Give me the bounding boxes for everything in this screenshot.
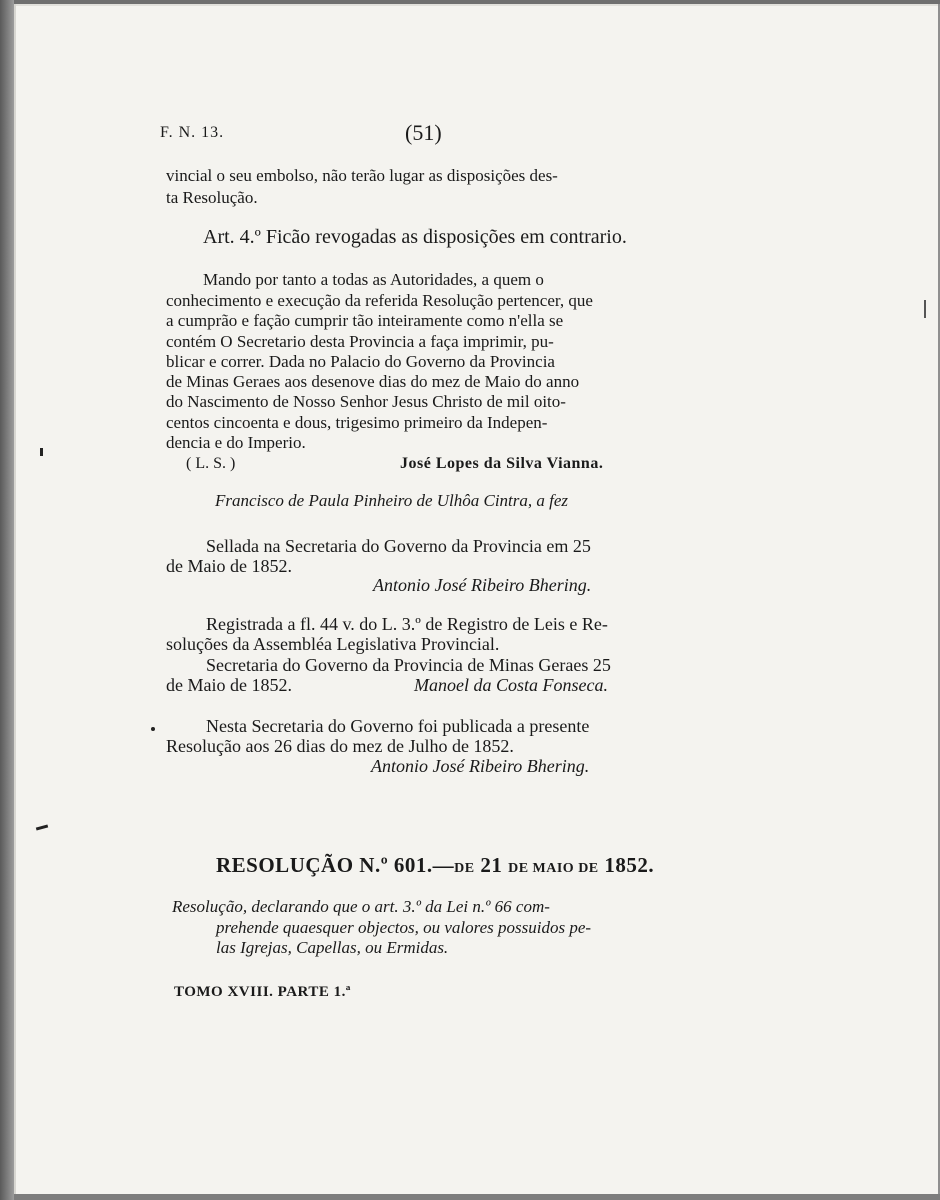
text-line: vincial o seu embolso, não terão lugar as disposições des-	[166, 166, 558, 185]
governor-signature: José Lopes da Silva Vianna.	[400, 455, 604, 472]
page-number: (51)	[405, 120, 442, 145]
heading-de: DE	[454, 861, 475, 876]
text-line: contém O Secretario desta Provincia a faça imprimir, pu-	[166, 332, 554, 351]
seal-mark: ( L. S. )	[186, 455, 236, 472]
text-line: Mando por tanto a todas as Autoridades, a quem o	[203, 270, 544, 289]
text-line: de Maio de 1852.	[166, 556, 292, 576]
scan-edge-left	[0, 0, 14, 1200]
text-line: ta Resolução.	[166, 188, 258, 207]
article-4: Art. 4.º Ficão revogadas as disposições em contrario.	[203, 226, 627, 248]
heading-main: RESOLUÇÃO N.º 601.—	[216, 853, 455, 877]
heading-day: 21	[474, 853, 509, 877]
text-line: centos cincoenta e dous, trigesimo primeiro da Indepen-	[166, 413, 548, 432]
text-line: dencia e do Imperio.	[166, 433, 306, 452]
scan-edge-bottom	[14, 1194, 940, 1200]
text-line: a cumprão e fação cumprir tão inteiramente como n'ella se	[166, 311, 564, 330]
ink-mark	[40, 448, 43, 456]
volume-footer: TOMO XVIII. PARTE 1.ª	[174, 984, 351, 1000]
text-line: conhecimento e execução da referida Resolução pertencer, que	[166, 291, 593, 310]
summary-line: Resolução, declarando que o art. 3.º da Lei n.º 66 com-	[172, 897, 550, 916]
summary-line: prehende quaesquer objectos, ou valores possuidos pe-	[216, 918, 592, 937]
text-line: Nesta Secretaria do Governo foi publicada a presente	[206, 716, 590, 736]
registry-signature: Manoel da Costa Fonseca.	[414, 675, 608, 695]
summary-line: las Igrejas, Capellas, ou Ermidas.	[216, 938, 449, 957]
text-line: Resolução aos 26 dias do mez de Julho de 1852.	[166, 736, 514, 756]
heading-month: DE MAIO DE	[508, 861, 599, 876]
text-line: de Minas Geraes aos desenove dias do mez de Maio do anno	[166, 372, 580, 391]
ink-mark	[924, 300, 926, 318]
resolution-heading	[216, 853, 654, 878]
text-line: soluções da Assembléa Legislativa Provincial.	[166, 634, 500, 654]
text-line: Sellada na Secretaria do Governo da Provincia em 25	[206, 536, 591, 556]
text-line: de Maio de 1852.	[166, 675, 292, 695]
secretary-line: Francisco de Paula Pinheiro de Ulhôa Cintra, a fez	[215, 491, 569, 510]
text-line: Secretaria do Governo da Provincia de Minas Geraes 25	[206, 655, 611, 675]
page-signature: F. N. 13.	[160, 124, 225, 141]
sealing-signature: Antonio José Ribeiro Bhering.	[373, 575, 592, 595]
heading-year: 1852.	[598, 853, 655, 877]
publication-signature: Antonio José Ribeiro Bhering.	[371, 756, 590, 776]
text-line: Registrada a fl. 44 v. do L. 3.º de Registro de Leis e Re-	[206, 614, 608, 634]
ink-mark	[151, 727, 155, 731]
text-line: blicar e correr. Dada no Palacio do Governo da Provincia	[166, 352, 555, 371]
text-line: do Nascimento de Nosso Senhor Jesus Christo de mil oito-	[166, 392, 566, 411]
